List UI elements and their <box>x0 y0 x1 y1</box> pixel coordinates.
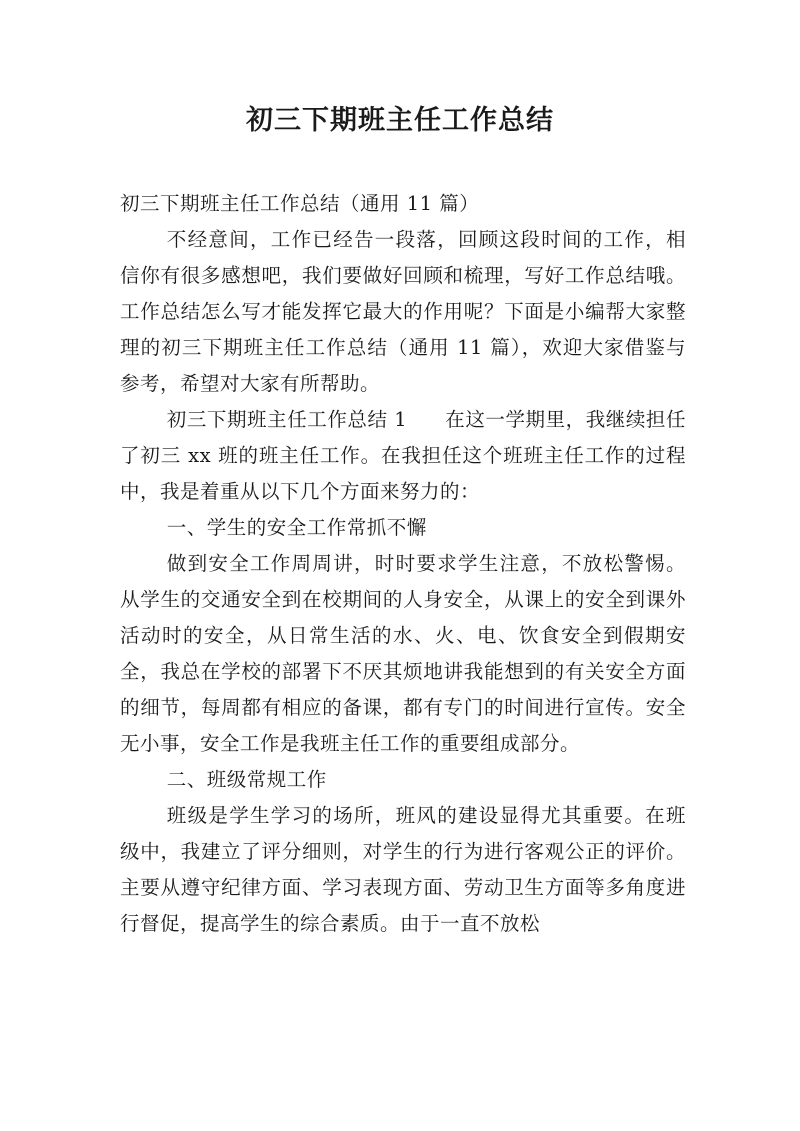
point2-heading: 二、班级常规工作 <box>166 768 327 791</box>
section1-opening: 在这一学期里，我继续担任了初三 xx 班的班主任工作。在我担任这个班班主任工作的过程中，我是着重从以下几个方面来努力的： <box>120 408 686 503</box>
document-subtitle: 初三下期班主任工作总结（通用 11 篇） <box>120 192 480 215</box>
point1-heading: 一、学生的安全工作常抓不懈 <box>166 516 427 539</box>
document-body <box>120 186 686 942</box>
section1-heading: 初三下期班主任工作总结 1 <box>166 408 408 431</box>
section1-paragraph <box>120 402 686 510</box>
point2-body: 班级是学生学习的场所，班风的建设显得尤其重要。在班级中，我建立了评分细则，对学生的行为进行客观公正的评价。主要从遵守纪律方面、学习表现方面、劳动卫生方面等多角度进行督促，提高学生的综合素质。由于一直不放松 <box>120 804 686 935</box>
point1-body: 做到安全工作周周讲，时时要求学生注意，不放松警惕。从学生的交通安全到在校期间的人身安全，从课上的安全到课外活动时的安全，从日常生活的水、火、电、饮食安全到假期安全，我总在学校的部署下不厌其烦地讲我能想到的有关安全方面的细节，每周都有相应的备课，都有专门的时间进行宣传。安全无小事，安全工作是我班主任工作的重要组成部分。 <box>120 552 686 755</box>
document-title: 初三下期班主任工作总结 <box>246 105 554 136</box>
intro-paragraph: 不经意间，工作已经告一段落，回顾这段时间的工作，相信你有很多感想吧，我们要做好回顾和梳理，写好工作总结哦。工作总结怎么写才能发挥它最大的作用呢？下面是小编帮大家整理的初三下期班主任工作总结（通用 11 篇），欢迎大家借鉴与参考，希望对大家有所帮助。 <box>120 228 686 395</box>
